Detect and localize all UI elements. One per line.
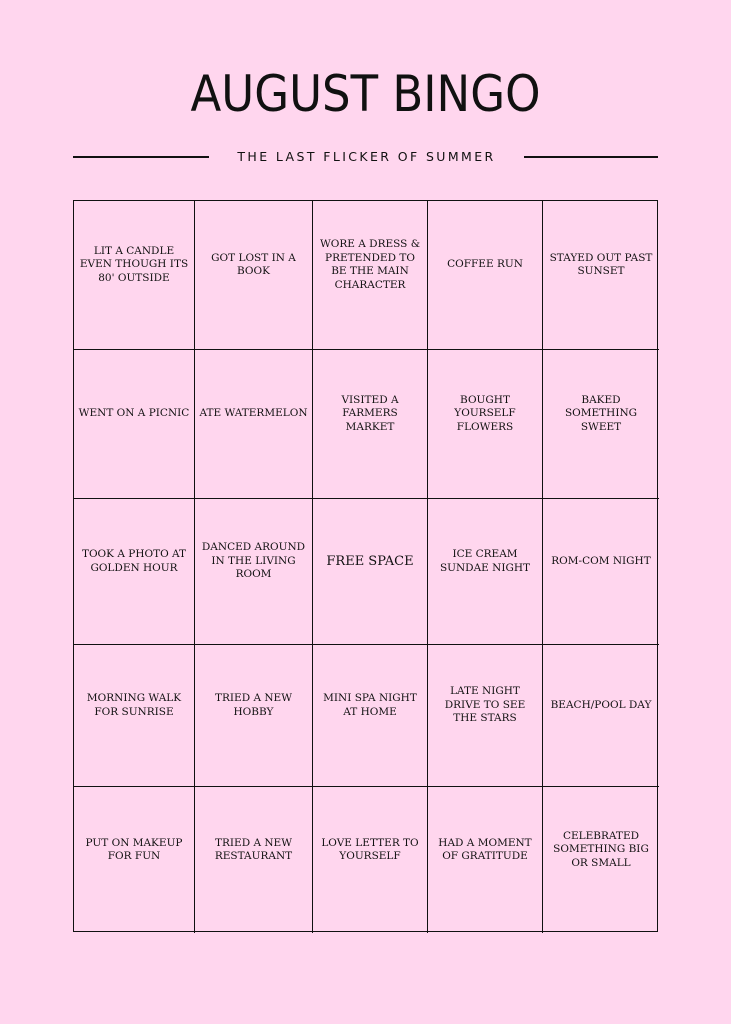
right-divider bbox=[524, 156, 658, 158]
bingo-cell[interactable]: GOT LOST IN A BOOK bbox=[195, 201, 313, 350]
bingo-cell[interactable]: HAD A MOMENT OF GRATITUDE bbox=[428, 787, 543, 933]
bingo-cell[interactable]: TOOK A PHOTO AT GOLDEN HOUR bbox=[74, 499, 195, 645]
subtitle-row bbox=[73, 146, 658, 168]
bingo-cell[interactable]: VISITED A FARMERS MARKET bbox=[313, 350, 428, 499]
page-subtitle: THE LAST FLICKER OF SUMMER bbox=[237, 149, 496, 164]
bingo-cell[interactable]: ICE CREAM SUNDAE NIGHT bbox=[428, 499, 543, 645]
bingo-cell[interactable]: DANCED AROUND IN THE LIVING ROOM bbox=[195, 499, 313, 645]
bingo-cell[interactable]: TRIED A NEW RESTAURANT bbox=[195, 787, 313, 933]
bingo-cell[interactable]: LOVE LETTER TO YOURSELF bbox=[313, 787, 428, 933]
bingo-cell[interactable]: ATE WATERMELON bbox=[195, 350, 313, 499]
bingo-cell[interactable]: LIT A CANDLE EVEN THOUGH ITS 80' OUTSIDE bbox=[74, 201, 195, 350]
bingo-cell[interactable]: BOUGHT YOURSELF FLOWERS bbox=[428, 350, 543, 499]
bingo-cell[interactable]: LATE NIGHT DRIVE TO SEE THE STARS bbox=[428, 645, 543, 787]
bingo-cell[interactable]: TRIED A NEW HOBBY bbox=[195, 645, 313, 787]
left-divider bbox=[73, 156, 209, 158]
bingo-cell[interactable]: MINI SPA NIGHT AT HOME bbox=[313, 645, 428, 787]
bingo-cell[interactable]: MORNING WALK FOR SUNRISE bbox=[74, 645, 195, 787]
bingo-cell[interactable]: STAYED OUT PAST SUNSET bbox=[543, 201, 659, 350]
bingo-cell[interactable]: COFFEE RUN bbox=[428, 201, 543, 350]
bingo-cell[interactable]: WENT ON A PICNIC bbox=[74, 350, 195, 499]
bingo-cell[interactable]: ROM-COM NIGHT bbox=[543, 499, 659, 645]
free-space-cell[interactable]: FREE SPACE bbox=[313, 499, 428, 645]
bingo-cell[interactable]: WORE A DRESS & PRETENDED TO BE THE MAIN CHARACTER bbox=[313, 201, 428, 350]
page-title: AUGUST BINGO bbox=[190, 65, 541, 123]
bingo-cell[interactable]: PUT ON MAKEUP FOR FUN bbox=[74, 787, 195, 933]
bingo-grid bbox=[73, 200, 658, 932]
bingo-cell[interactable]: BEACH/POOL DAY bbox=[543, 645, 659, 787]
bingo-cell[interactable]: BAKED SOMETHING SWEET bbox=[543, 350, 659, 499]
bingo-cell[interactable]: CELEBRATED SOMETHING BIG OR SMALL bbox=[553, 829, 649, 869]
